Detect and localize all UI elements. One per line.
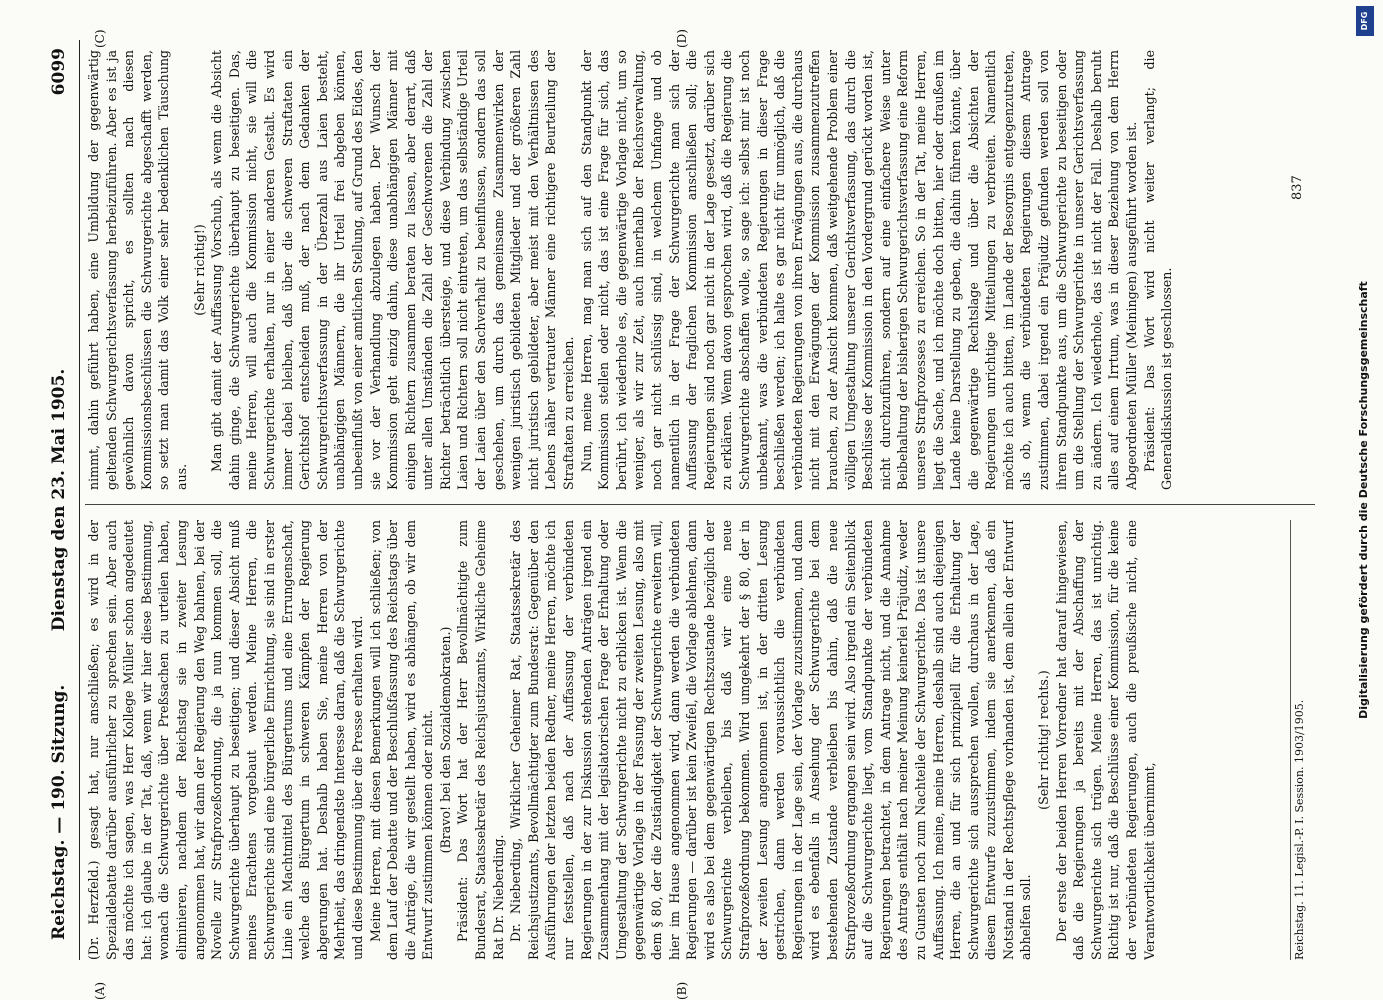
column-left	[85, 520, 1295, 960]
margin-mark-c: (C)	[93, 29, 107, 48]
text-columns	[85, 40, 1325, 960]
paragraph: nimmt, dahin geführt haben, eine Umbildung der gegenwärtig geltenden Schwurgerichtsverfassung herbeizuführen. Aber es ist ja gewöhnlich davon spricht, es sollten nach diesen Kommissionsbeschlüssen die Schwurgerichte abgeschafft werden, so setzt man damit das Volk einer sehr bedenklichen Täuschung aus.	[86, 50, 189, 490]
paragraph: Der erste der beiden Herren Vorredner hat darauf hingewiesen, daß die Regierungen ja bereits mit der Abschaffung der Schwurgerichte sich trügen. Meine Herren, das ist unrichtig. Richtig ist nur, daß die Beschlüsse einer Kommission, für die keine der verbündeten Regierungen, auch die preußische nicht, eine Verantwortlichkeit übernimmt,	[1053, 520, 1157, 960]
header-left: Reichstag. — 190. Sitzung.	[49, 684, 69, 940]
page-header	[45, 40, 80, 960]
margin-mark-a: (A)	[93, 981, 107, 1000]
rotated-sheet	[45, 29, 1335, 1000]
paragraph: Präsident: Das Wort hat der Herr Bevollmächtigte zum Bundesrat, Staatssekretär des Reichsjustizamts, Wirkliche Geheime Rat Dr. Nieberding.	[455, 520, 506, 960]
paragraph: Nun, meine Herren, mag man sich auf den Standpunkt der Kommission stellen oder nicht, das ist eine Frage für sich, das berührt, ich wiederhole es, die gegenwärtige Vorlage nicht, um so weniger, als wir zur Zeit, auch innerhalb der Reichsverwaltung, noch gar nicht schlüssig sind, in welchem Umfange und ob namentlich in der Frage der Schwurgerichte man sich der Auffassung der fraglichen Kommission anschließen soll; die Regierungen sind noch gar nicht in der Lage gesetzt, darüber sich zu erklären. Wenn davon gesprochen wird, daß die Regierung die Schwurgerichte abschaffen wolle, so sage ich: selbst mir ist noch unbekannt, was die verbündeten Regierungen in dieser Frage beschließen werden; ich halte es gar nicht für unmöglich, daß die verbündeten Regierungen von ihren Erwägungen aus, die durchaus nicht mit den Erwägungen der Kommission zusammenzutreffen brauchen, zu der Ansicht kommen, daß weitgehende Problem einer völligen Umgestaltung unserer Gerichtsverfassung, das durch die Beschlüsse der Kommission in den Vordergrund gerückt worden ist, nicht durchzuführen, sondern auf eine einfachere Weise unter Beibehaltung der bisherigen Schwurgerichtsverfassung eine Reform unseres Strafprozesses zu erreichen. So in der Tat, meine Herren, liegt die Sache, und ich möchte doch bitten, hier oder draußen im Lande keine Darstellung zu geben, die dahin führen könnte, über die gegenwärtige Rechtslage und über die Absichten der Regierungen unrichtige Mitteilungen zu verbreiten. Namentlich möchte ich auch bitten, im Lande der Besorgnis entgegenzutreten, als ob, wenn die verbündeten Regierungen diesem Antrage zustimmen, dabei irgend ein Präjudiz gefunden werden soll von ihrem Standpunkte aus, um die Schwurgerichte zu beseitigen oder um die Stellung der Schwurgerichte in unserer Gerichtsverfassung zu ändern. Ich wiederhole, das ist nicht der Fall. Deshalb beruht alles auf einem Irrtum, was in dieser Beziehung von dem Herrn Abgeordneten Müller (Meiningen) ausgeführt worden ist.	[578, 50, 1140, 490]
paragraph: Dr. Nieberding, Wirklicher Geheimer Rat, Staatssekretär des Reichsjustizamts, Bevollmächtigter zum Bundesrat: Gegenüber den Ausführungen der letzten beiden Redner, meine Herren, möchte ich nur feststellen, daß nach der Auffassung der verbündeten Regierungen in der zur Diskussion stehenden Anträgen irgend ein Zusammenhang mit der legislatorischen Frage der Erhaltung oder Umgestaltung der Schwurgerichte nicht zu erblicken ist. Wenn die gegenwärtige Vorlage in der Fassung der zweiten Lesung, also mit dem § 80, der die Zuständigkeit der Schwurgerichte erweitern will, hier im Hause angenommen wird, dann werden die verbündeten Regierungen — darüber ist kein Zweifel, die Vorlage ablehnen, dann wird es also bei dem gegenwärtigen Rechtszustande bezüglich der Schwurgerichte verbleiben, bis daß wir eine neue Strafprozeßordnung bekommen. Wird umgekehrt der § 80, der in der zweiten Lesung angenommen ist, in der dritten Lesung gestrichen, dann werden voraussichtlich die verbündeten Regierungen in der Lage sein, der Vorlage zuzustimmen, und dann wird es ebenfalls in Ansehung der Schwurgerichte bei dem bestehenden Zustande verbleiben bis dahin, daß die neue Strafprozeßordnung ergangen sein wird. Also irgend ein Seitenblick auf die Schwurgerichte liegt, vom Standpunkte der verbündeten Regierungen betrachtet, in dem Antrage nicht, und die Annahme des Antrags enthält nach meiner Meinung keinerlei Präjudiz, weder zu Gunsten noch zum Nachteile der Schwurgerichte. Das ist unsere Auffassung. Ich meine, meine Herren, deshalb sind auch diejenigen Herren, die an und für sich prinzipiell für die Erhaltung der Schwurgerichte sich aussprechen wollen, durchaus in der Lage, diesem Entwurfe zuzustimmen, indem sie anerkennen, daß ein Notstand in der Rechtspflege vorhanden ist, dem allein der Entwurf abhelfen soll.	[508, 520, 1034, 960]
paragraph: Präsident: Das Wort wird nicht weiter verlangt; die Generaldiskussion ist geschlossen.	[1141, 50, 1175, 490]
header-page-number: 6099	[49, 48, 69, 96]
paragraph: (Dr. Herzfeld.) gesagt hat, nur anschließen; es wird in der Spezialdebatte darüber ausführlicher zu sprechen sein. Aber auch das möchte ich sagen, was Herr Kollege Müller schon angedeutet hat: ich glaube in der Tat, daß, wenn wir hier diese Bestimmung, wonach die Schwurgerichte über Preßsachen zu urteilen haben, eliminieren, nachdem der Reichstag sie in zweiter Lesung angenommen hat, wir dann der Regierung den Weg bahnen, bei der Novelle zur Strafprozeßordnung, die ja nun kommen soll, die Schwurgerichte überhaupt zu beseitigen; und dieser Absicht muß meines Erachtens vorgebaut werden. Meine Herren, die Schwurgerichte sind eine bürgerliche Einrichtung, sie sind in erster Linie ein Machtmittel des Bürgertums und eine Errungenschaft, welche das Bürgertum in schweren Kämpfen der Regierung abgerungen hat. Deshalb haben Sie, meine Herren von der Mehrheit, das dringendste Interesse daran, daß die Schwurgerichte und diese Bestimmung über die Presse erhalten wird.	[86, 520, 365, 960]
interjection: (Sehr richtig! rechts.)	[1036, 670, 1052, 810]
footer-page-number: 837	[1290, 175, 1305, 200]
footer-left: Reichstag. 11. Legisl.-P. I. Session. 1903/1905.	[1290, 520, 1306, 960]
paragraph: Meine Herren, mit diesen Bemerkungen will ich schließen; von dem Lauf der Debatte und der Beschlußfassung des Reichstags über die Anträge, die wir gestellt haben, wird es abhängen, ob wir dem Entwurf zustimmen können oder nicht.	[367, 520, 436, 960]
paragraph: Man gibt damit der Auffassung Vorschub, als wenn die Absicht dahin ginge, die Schwurgerichte überhaupt zu beseitigen. Das, meine Herren, will auch die Kommission nicht, sie will die Schwurgerichte erhalten, nur in einer anderen Gestalt. Es wird immer dabei bleiben, daß über die schweren Straftaten ein Gerichtshof entscheiden muß, der nach dem Gedanken der Schwurgerichtsverfassung in der Überzahl aus Laien besteht, unabhängigen Männern, die ihr Urteil frei abgeben können, unbeeinflußt von einer amtlichen Stellung, auf Grund des Eides, den sie vor der Verhandlung abzulegen haben. Der Wunsch der Kommission geht einzig dahin, diese unabhängigen Männer mit einigen Richtern zusammen beraten zu lassen, aber derart, daß unter allen Umständen die Zahl der Geschworenen die Zahl der Richter beträchtlich übersteige, und diese Verbindung zwischen Laien und Richtern soll nicht eintreten, um das selbständige Urteil der Laien über den Sachverhalt zu beeinflussen, sondern das soll geschehen, um durch das gemeinsame Zusammenwirken der wenigen juristisch gebildeten Mitglieder und der größeren Zahl nicht juristisch gebildeter, aber meist mit den Verhältnissen des Lebens näher vertrauter Männer eine richtigere Beurteilung der Straftaten zu erreichen.	[209, 50, 577, 490]
margin-mark-d: (D)	[675, 29, 689, 48]
digitization-stamp-text: Digitalisierung gefördert durch die Deutsche Forschungsgemeinschaft	[1357, 281, 1370, 719]
dfg-logo-text: DFG	[1360, 11, 1369, 31]
interjection: (Sehr richtig!)	[191, 224, 207, 316]
column-divider	[85, 504, 1315, 505]
digitization-stamp	[1352, 8, 1376, 992]
header-date: Dienstag den 23. Mai 1905.	[49, 368, 69, 632]
margin-mark-b: (B)	[675, 981, 689, 1000]
column-right	[85, 50, 1295, 490]
interjection: (Bravo! bei den Sozialdemokraten.)	[437, 626, 453, 854]
